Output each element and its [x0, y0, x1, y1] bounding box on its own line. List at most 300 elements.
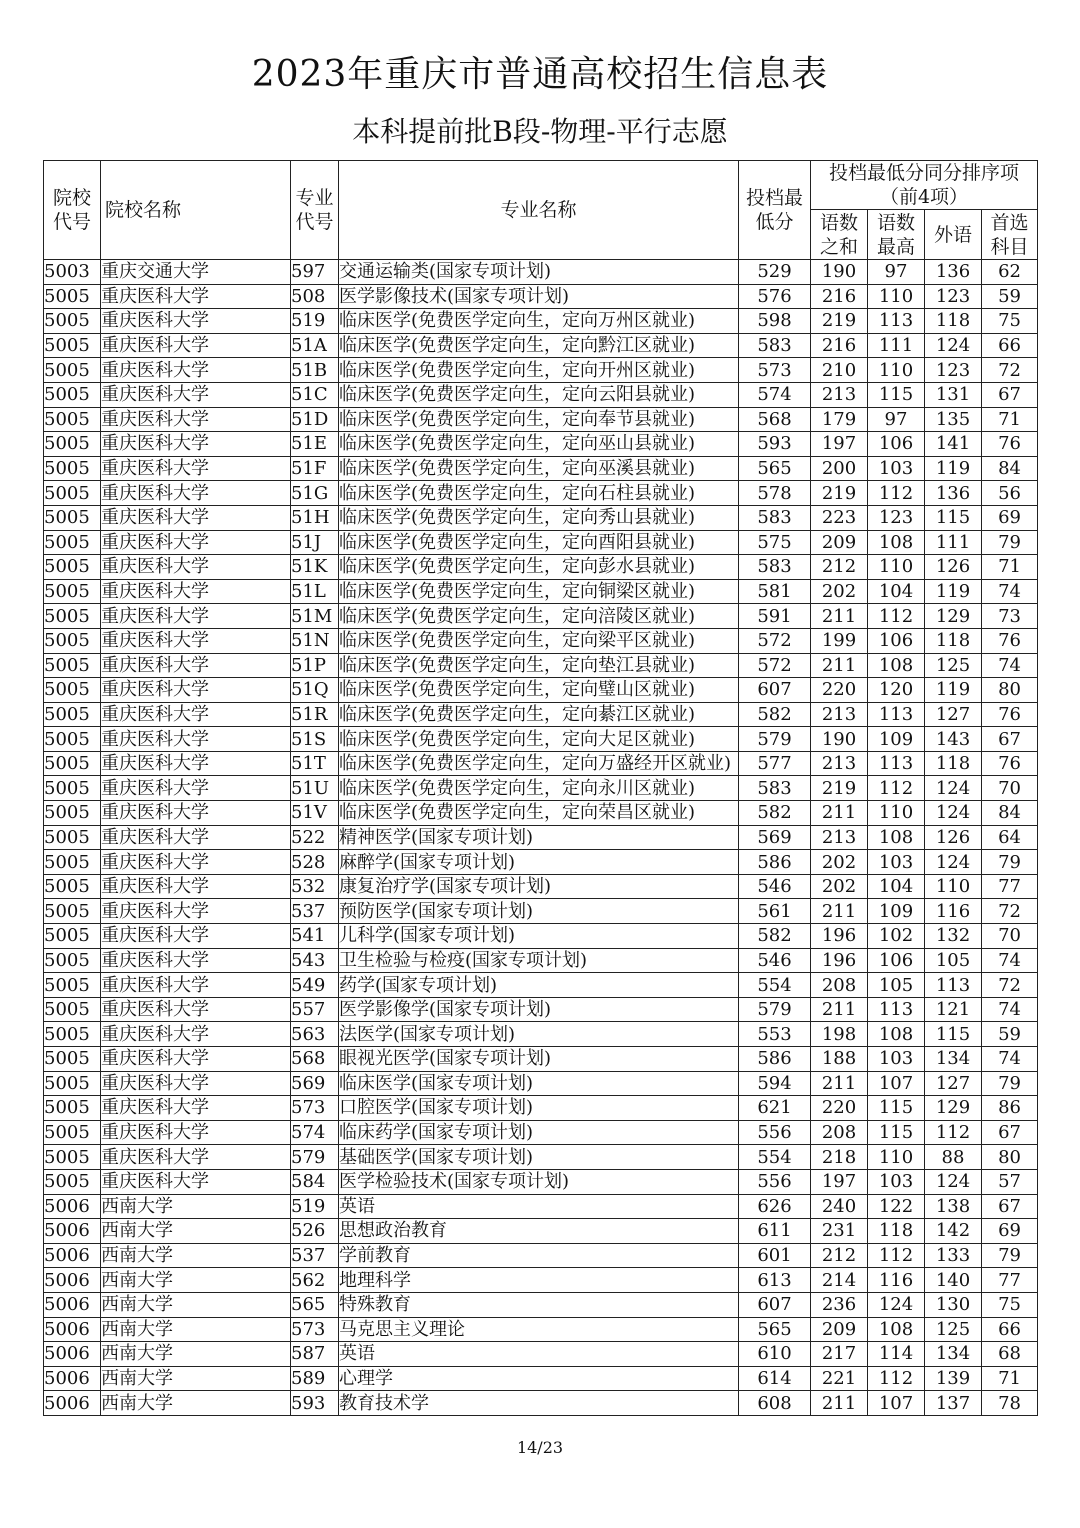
- cell-school-name: 重庆医科大学: [101, 333, 291, 358]
- cell-school-code: 5005: [44, 628, 101, 653]
- cell-foreign-score: 136: [925, 260, 982, 285]
- cell-min-score: 576: [739, 284, 811, 309]
- cell-sum-cn-math: 209: [811, 1317, 868, 1342]
- cell-major-name: 马克思主义理论: [339, 1317, 739, 1342]
- cell-min-score: 565: [739, 1317, 811, 1342]
- page-title: 2023年重庆市普通高校招生信息表: [251, 54, 829, 95]
- table-row: [44, 1194, 1038, 1219]
- cell-school-code: 5005: [44, 407, 101, 432]
- cell-school-code: 5005: [44, 899, 101, 924]
- cell-min-score: 554: [739, 973, 811, 998]
- cell-first-subject-score: 76: [982, 702, 1038, 727]
- cell-school-code: 5005: [44, 309, 101, 334]
- cell-first-subject-score: 74: [982, 997, 1038, 1022]
- cell-sum-cn-math: 208: [811, 1120, 868, 1145]
- cell-major-code: 51J: [291, 530, 339, 555]
- cell-min-score: 583: [739, 333, 811, 358]
- cell-min-score: 626: [739, 1194, 811, 1219]
- cell-school-name: 重庆医科大学: [101, 1145, 291, 1170]
- table-row: [44, 1169, 1038, 1194]
- cell-sum-cn-math: 216: [811, 284, 868, 309]
- cell-foreign-score: 124: [925, 1169, 982, 1194]
- cell-sum-cn-math: 190: [811, 727, 868, 752]
- header-foreign: 外语: [925, 210, 982, 260]
- cell-foreign-score: 118: [925, 751, 982, 776]
- cell-school-name: 重庆医科大学: [101, 874, 291, 899]
- cell-sum-cn-math: 221: [811, 1366, 868, 1391]
- cell-school-name: 西南大学: [101, 1243, 291, 1268]
- cell-foreign-score: 129: [925, 1096, 982, 1121]
- cell-min-score: 591: [739, 604, 811, 629]
- cell-max-cn-math: 106: [868, 948, 925, 973]
- cell-foreign-score: 125: [925, 653, 982, 678]
- cell-school-name: 重庆医科大学: [101, 481, 291, 506]
- cell-school-name: 重庆医科大学: [101, 456, 291, 481]
- cell-major-code: 557: [291, 997, 339, 1022]
- cell-major-code: 565: [291, 1292, 339, 1317]
- table-row: [44, 309, 1038, 334]
- cell-min-score: 607: [739, 678, 811, 703]
- cell-school-code: 5005: [44, 481, 101, 506]
- cell-sum-cn-math: 218: [811, 1145, 868, 1170]
- cell-major-code: 537: [291, 899, 339, 924]
- cell-sum-cn-math: 213: [811, 702, 868, 727]
- cell-major-code: 528: [291, 850, 339, 875]
- cell-min-score: 575: [739, 530, 811, 555]
- cell-min-score: 569: [739, 825, 811, 850]
- table-row: [44, 1342, 1038, 1367]
- cell-school-name: 重庆医科大学: [101, 407, 291, 432]
- cell-school-name: 重庆医科大学: [101, 530, 291, 555]
- table-row: [44, 1219, 1038, 1244]
- cell-first-subject-score: 72: [982, 899, 1038, 924]
- cell-first-subject-score: 66: [982, 1317, 1038, 1342]
- cell-major-name: 地理科学: [339, 1268, 739, 1293]
- cell-sum-cn-math: 220: [811, 1096, 868, 1121]
- table-row: [44, 481, 1038, 506]
- table-row: [44, 604, 1038, 629]
- cell-max-cn-math: 115: [868, 1120, 925, 1145]
- cell-min-score: 577: [739, 751, 811, 776]
- cell-major-code: 51B: [291, 358, 339, 383]
- cell-min-score: 546: [739, 874, 811, 899]
- cell-first-subject-score: 79: [982, 1071, 1038, 1096]
- cell-school-code: 5005: [44, 530, 101, 555]
- cell-min-score: 581: [739, 579, 811, 604]
- cell-foreign-score: 113: [925, 973, 982, 998]
- table-row: [44, 702, 1038, 727]
- cell-major-name: 临床医学(免费医学定向生，定向巫山县就业): [339, 432, 739, 457]
- cell-sum-cn-math: 202: [811, 874, 868, 899]
- cell-first-subject-score: 67: [982, 382, 1038, 407]
- cell-sum-cn-math: 208: [811, 973, 868, 998]
- table-row: [44, 1366, 1038, 1391]
- cell-major-code: 563: [291, 1022, 339, 1047]
- cell-foreign-score: 123: [925, 284, 982, 309]
- cell-first-subject-score: 79: [982, 850, 1038, 875]
- cell-major-name: 临床医学(免费医学定向生，定向开州区就业): [339, 358, 739, 383]
- cell-min-score: 586: [739, 1047, 811, 1072]
- cell-min-score: 593: [739, 432, 811, 457]
- cell-school-name: 重庆医科大学: [101, 284, 291, 309]
- cell-major-name: 临床医学(免费医学定向生，定向荣昌区就业): [339, 801, 739, 826]
- cell-max-cn-math: 122: [868, 1194, 925, 1219]
- cell-sum-cn-math: 217: [811, 1342, 868, 1367]
- cell-school-name: 西南大学: [101, 1391, 291, 1416]
- cell-major-name: 心理学: [339, 1366, 739, 1391]
- table-row: [44, 456, 1038, 481]
- table-row: [44, 382, 1038, 407]
- cell-foreign-score: 115: [925, 505, 982, 530]
- cell-foreign-score: 118: [925, 628, 982, 653]
- cell-foreign-score: 136: [925, 481, 982, 506]
- cell-school-name: 重庆医科大学: [101, 702, 291, 727]
- cell-foreign-score: 139: [925, 1366, 982, 1391]
- cell-major-code: 587: [291, 1342, 339, 1367]
- cell-sum-cn-math: 196: [811, 924, 868, 949]
- cell-school-name: 重庆医科大学: [101, 727, 291, 752]
- cell-first-subject-score: 76: [982, 751, 1038, 776]
- table-row: [44, 973, 1038, 998]
- cell-foreign-score: 127: [925, 1071, 982, 1096]
- cell-major-name: 英语: [339, 1194, 739, 1219]
- cell-first-subject-score: 80: [982, 678, 1038, 703]
- cell-major-code: 584: [291, 1169, 339, 1194]
- cell-school-code: 5006: [44, 1292, 101, 1317]
- cell-school-name: 重庆医科大学: [101, 850, 291, 875]
- cell-min-score: 582: [739, 801, 811, 826]
- cell-school-name: 西南大学: [101, 1292, 291, 1317]
- cell-sum-cn-math: 211: [811, 653, 868, 678]
- cell-school-code: 5006: [44, 1391, 101, 1416]
- table-row: [44, 358, 1038, 383]
- cell-school-code: 5005: [44, 948, 101, 973]
- cell-major-name: 特殊教育: [339, 1292, 739, 1317]
- cell-major-name: 眼视光医学(国家专项计划): [339, 1047, 739, 1072]
- cell-max-cn-math: 103: [868, 1169, 925, 1194]
- cell-min-score: 553: [739, 1022, 811, 1047]
- cell-major-name: 法医学(国家专项计划): [339, 1022, 739, 1047]
- table-row: [44, 801, 1038, 826]
- cell-major-name: 临床医学(免费医学定向生，定向黔江区就业): [339, 333, 739, 358]
- cell-max-cn-math: 108: [868, 653, 925, 678]
- cell-major-name: 思想政治教育: [339, 1219, 739, 1244]
- table-row: [44, 432, 1038, 457]
- cell-max-cn-math: 120: [868, 678, 925, 703]
- cell-first-subject-score: 72: [982, 358, 1038, 383]
- cell-min-score: 572: [739, 628, 811, 653]
- cell-max-cn-math: 106: [868, 432, 925, 457]
- cell-foreign-score: 115: [925, 1022, 982, 1047]
- cell-school-name: 重庆医科大学: [101, 997, 291, 1022]
- cell-school-code: 5006: [44, 1317, 101, 1342]
- cell-first-subject-score: 74: [982, 1047, 1038, 1072]
- cell-school-name: 重庆医科大学: [101, 309, 291, 334]
- cell-max-cn-math: 107: [868, 1071, 925, 1096]
- cell-school-code: 5006: [44, 1243, 101, 1268]
- cell-min-score: 579: [739, 997, 811, 1022]
- table-row: [44, 1391, 1038, 1416]
- cell-major-name: 临床医学(免费医学定向生，定向彭水县就业): [339, 555, 739, 580]
- cell-major-name: 卫生检验与检疫(国家专项计划): [339, 948, 739, 973]
- cell-school-name: 西南大学: [101, 1194, 291, 1219]
- cell-max-cn-math: 112: [868, 604, 925, 629]
- cell-foreign-score: 132: [925, 924, 982, 949]
- cell-major-code: 562: [291, 1268, 339, 1293]
- cell-major-name: 麻醉学(国家专项计划): [339, 850, 739, 875]
- cell-min-score: 610: [739, 1342, 811, 1367]
- cell-foreign-score: 131: [925, 382, 982, 407]
- cell-foreign-score: 141: [925, 432, 982, 457]
- cell-major-code: 549: [291, 973, 339, 998]
- cell-max-cn-math: 118: [868, 1219, 925, 1244]
- cell-school-code: 5005: [44, 432, 101, 457]
- cell-major-name: 临床医学(免费医学定向生，定向璧山区就业): [339, 678, 739, 703]
- cell-major-name: 临床医学(免费医学定向生，定向石柱县就业): [339, 481, 739, 506]
- cell-min-score: 554: [739, 1145, 811, 1170]
- cell-max-cn-math: 97: [868, 407, 925, 432]
- cell-min-score: 574: [739, 382, 811, 407]
- cell-major-code: 573: [291, 1096, 339, 1121]
- cell-foreign-score: 133: [925, 1243, 982, 1268]
- cell-major-name: 临床医学(免费医学定向生，定向大足区就业): [339, 727, 739, 752]
- cell-major-name: 临床医学(免费医学定向生，定向梁平区就业): [339, 628, 739, 653]
- cell-first-subject-score: 74: [982, 948, 1038, 973]
- cell-sum-cn-math: 188: [811, 1047, 868, 1072]
- cell-school-code: 5005: [44, 505, 101, 530]
- cell-sum-cn-math: 223: [811, 505, 868, 530]
- cell-max-cn-math: 108: [868, 1022, 925, 1047]
- cell-sum-cn-math: 211: [811, 997, 868, 1022]
- cell-sum-cn-math: 211: [811, 1071, 868, 1096]
- cell-major-code: 51D: [291, 407, 339, 432]
- cell-major-code: 51U: [291, 776, 339, 801]
- table-row: [44, 850, 1038, 875]
- cell-school-name: 重庆医科大学: [101, 382, 291, 407]
- cell-major-code: 519: [291, 1194, 339, 1219]
- cell-first-subject-score: 79: [982, 530, 1038, 555]
- cell-foreign-score: 140: [925, 1268, 982, 1293]
- cell-foreign-score: 124: [925, 333, 982, 358]
- cell-sum-cn-math: 196: [811, 948, 868, 973]
- cell-max-cn-math: 116: [868, 1268, 925, 1293]
- cell-school-code: 5005: [44, 653, 101, 678]
- cell-foreign-score: 142: [925, 1219, 982, 1244]
- header-tiebreak-group: 投档最低分同分排序项（前4项）: [811, 161, 1038, 210]
- cell-max-cn-math: 110: [868, 555, 925, 580]
- cell-foreign-score: 124: [925, 850, 982, 875]
- cell-foreign-score: 134: [925, 1047, 982, 1072]
- cell-max-cn-math: 113: [868, 997, 925, 1022]
- header-school-code: 院校代号: [44, 161, 101, 260]
- table-row: [44, 579, 1038, 604]
- cell-major-code: 569: [291, 1071, 339, 1096]
- cell-school-name: 重庆医科大学: [101, 1071, 291, 1096]
- cell-min-score: 608: [739, 1391, 811, 1416]
- cell-first-subject-score: 71: [982, 555, 1038, 580]
- cell-school-code: 5005: [44, 874, 101, 899]
- cell-sum-cn-math: 240: [811, 1194, 868, 1219]
- cell-foreign-score: 125: [925, 1317, 982, 1342]
- cell-first-subject-score: 57: [982, 1169, 1038, 1194]
- cell-max-cn-math: 115: [868, 382, 925, 407]
- cell-school-name: 重庆医科大学: [101, 801, 291, 826]
- cell-major-code: 51A: [291, 333, 339, 358]
- cell-first-subject-score: 76: [982, 432, 1038, 457]
- cell-max-cn-math: 112: [868, 481, 925, 506]
- header-min-score: 投档最低分: [739, 161, 811, 260]
- cell-sum-cn-math: 199: [811, 628, 868, 653]
- cell-school-name: 重庆医科大学: [101, 432, 291, 457]
- cell-max-cn-math: 111: [868, 333, 925, 358]
- cell-major-code: 532: [291, 874, 339, 899]
- cell-foreign-score: 123: [925, 358, 982, 383]
- cell-major-name: 医学影像技术(国家专项计划): [339, 284, 739, 309]
- header-max-cn-math: 语数最高: [868, 210, 925, 260]
- cell-school-name: 重庆医科大学: [101, 628, 291, 653]
- cell-school-code: 5006: [44, 1342, 101, 1367]
- cell-max-cn-math: 106: [868, 628, 925, 653]
- cell-foreign-score: 88: [925, 1145, 982, 1170]
- cell-first-subject-score: 68: [982, 1342, 1038, 1367]
- cell-school-name: 西南大学: [101, 1366, 291, 1391]
- cell-school-code: 5005: [44, 1071, 101, 1096]
- cell-foreign-score: 111: [925, 530, 982, 555]
- table-row: [44, 505, 1038, 530]
- cell-first-subject-score: 59: [982, 284, 1038, 309]
- cell-major-code: 526: [291, 1219, 339, 1244]
- table-row: [44, 333, 1038, 358]
- cell-sum-cn-math: 216: [811, 333, 868, 358]
- cell-major-code: 508: [291, 284, 339, 309]
- cell-school-name: 重庆医科大学: [101, 1047, 291, 1072]
- cell-school-name: 重庆医科大学: [101, 579, 291, 604]
- cell-school-code: 5005: [44, 678, 101, 703]
- cell-major-code: 51F: [291, 456, 339, 481]
- table-row: [44, 1243, 1038, 1268]
- table-row: [44, 284, 1038, 309]
- cell-first-subject-score: 72: [982, 973, 1038, 998]
- cell-major-name: 药学(国家专项计划): [339, 973, 739, 998]
- table-row: [44, 1120, 1038, 1145]
- cell-school-code: 5006: [44, 1268, 101, 1293]
- cell-min-score: 613: [739, 1268, 811, 1293]
- cell-max-cn-math: 113: [868, 751, 925, 776]
- cell-school-code: 5005: [44, 702, 101, 727]
- cell-school-code: 5005: [44, 333, 101, 358]
- table-row: [44, 1071, 1038, 1096]
- cell-max-cn-math: 104: [868, 874, 925, 899]
- cell-major-code: 51C: [291, 382, 339, 407]
- cell-first-subject-score: 74: [982, 579, 1038, 604]
- cell-school-code: 5005: [44, 997, 101, 1022]
- cell-sum-cn-math: 210: [811, 358, 868, 383]
- cell-major-name: 临床药学(国家专项计划): [339, 1120, 739, 1145]
- cell-first-subject-score: 71: [982, 1366, 1038, 1391]
- cell-major-name: 临床医学(免费医学定向生，定向垫江县就业): [339, 653, 739, 678]
- cell-min-score: 614: [739, 1366, 811, 1391]
- cell-school-code: 5005: [44, 555, 101, 580]
- cell-major-name: 儿科学(国家专项计划): [339, 924, 739, 949]
- cell-major-code: 589: [291, 1366, 339, 1391]
- cell-foreign-score: 134: [925, 1342, 982, 1367]
- cell-foreign-score: 116: [925, 899, 982, 924]
- cell-foreign-score: 112: [925, 1120, 982, 1145]
- page-number: 14/23: [516, 1438, 564, 1457]
- cell-min-score: 529: [739, 260, 811, 285]
- cell-major-code: 51H: [291, 505, 339, 530]
- table-row: [44, 555, 1038, 580]
- cell-major-code: 522: [291, 825, 339, 850]
- cell-major-code: 579: [291, 1145, 339, 1170]
- header-major-name: 专业名称: [339, 161, 739, 260]
- cell-first-subject-score: 67: [982, 727, 1038, 752]
- cell-major-name: 基础医学(国家专项计划): [339, 1145, 739, 1170]
- cell-min-score: 598: [739, 309, 811, 334]
- cell-school-code: 5003: [44, 260, 101, 285]
- cell-major-code: 597: [291, 260, 339, 285]
- cell-sum-cn-math: 231: [811, 1219, 868, 1244]
- cell-major-code: 51Q: [291, 678, 339, 703]
- cell-school-code: 5005: [44, 973, 101, 998]
- table-row: [44, 948, 1038, 973]
- table-row: [44, 1268, 1038, 1293]
- cell-foreign-score: 126: [925, 825, 982, 850]
- admission-table: [43, 160, 1038, 1416]
- cell-foreign-score: 124: [925, 801, 982, 826]
- cell-major-name: 临床医学(免费医学定向生，定向秀山县就业): [339, 505, 739, 530]
- table-row: [44, 751, 1038, 776]
- cell-first-subject-score: 66: [982, 333, 1038, 358]
- cell-major-name: 临床医学(免费医学定向生，定向永川区就业): [339, 776, 739, 801]
- cell-school-code: 5006: [44, 1219, 101, 1244]
- cell-school-code: 5005: [44, 1096, 101, 1121]
- cell-sum-cn-math: 219: [811, 309, 868, 334]
- table-row: [44, 727, 1038, 752]
- cell-sum-cn-math: 202: [811, 579, 868, 604]
- cell-foreign-score: 110: [925, 874, 982, 899]
- cell-school-name: 重庆医科大学: [101, 899, 291, 924]
- cell-min-score: 583: [739, 776, 811, 801]
- cell-max-cn-math: 107: [868, 1391, 925, 1416]
- cell-sum-cn-math: 190: [811, 260, 868, 285]
- cell-major-name: 临床医学(免费医学定向生，定向铜梁区就业): [339, 579, 739, 604]
- cell-foreign-score: 127: [925, 702, 982, 727]
- cell-major-name: 医学检验技术(国家专项计划): [339, 1169, 739, 1194]
- cell-min-score: 582: [739, 702, 811, 727]
- cell-school-name: 重庆医科大学: [101, 1096, 291, 1121]
- cell-first-subject-score: 79: [982, 1243, 1038, 1268]
- cell-first-subject-score: 67: [982, 1120, 1038, 1145]
- cell-sum-cn-math: 212: [811, 555, 868, 580]
- cell-min-score: 583: [739, 505, 811, 530]
- cell-school-code: 5005: [44, 776, 101, 801]
- cell-first-subject-score: 80: [982, 1145, 1038, 1170]
- cell-min-score: 601: [739, 1243, 811, 1268]
- cell-major-name: 医学影像学(国家专项计划): [339, 997, 739, 1022]
- table-row: [44, 997, 1038, 1022]
- cell-major-name: 临床医学(免费医学定向生，定向酉阳县就业): [339, 530, 739, 555]
- cell-min-score: 586: [739, 850, 811, 875]
- header-school-name: 院校名称: [101, 161, 291, 260]
- cell-sum-cn-math: 200: [811, 456, 868, 481]
- cell-first-subject-score: 76: [982, 628, 1038, 653]
- cell-school-code: 5005: [44, 924, 101, 949]
- cell-school-name: 西南大学: [101, 1268, 291, 1293]
- header-major-code: 专业代号: [291, 161, 339, 260]
- cell-school-code: 5005: [44, 456, 101, 481]
- cell-max-cn-math: 112: [868, 1243, 925, 1268]
